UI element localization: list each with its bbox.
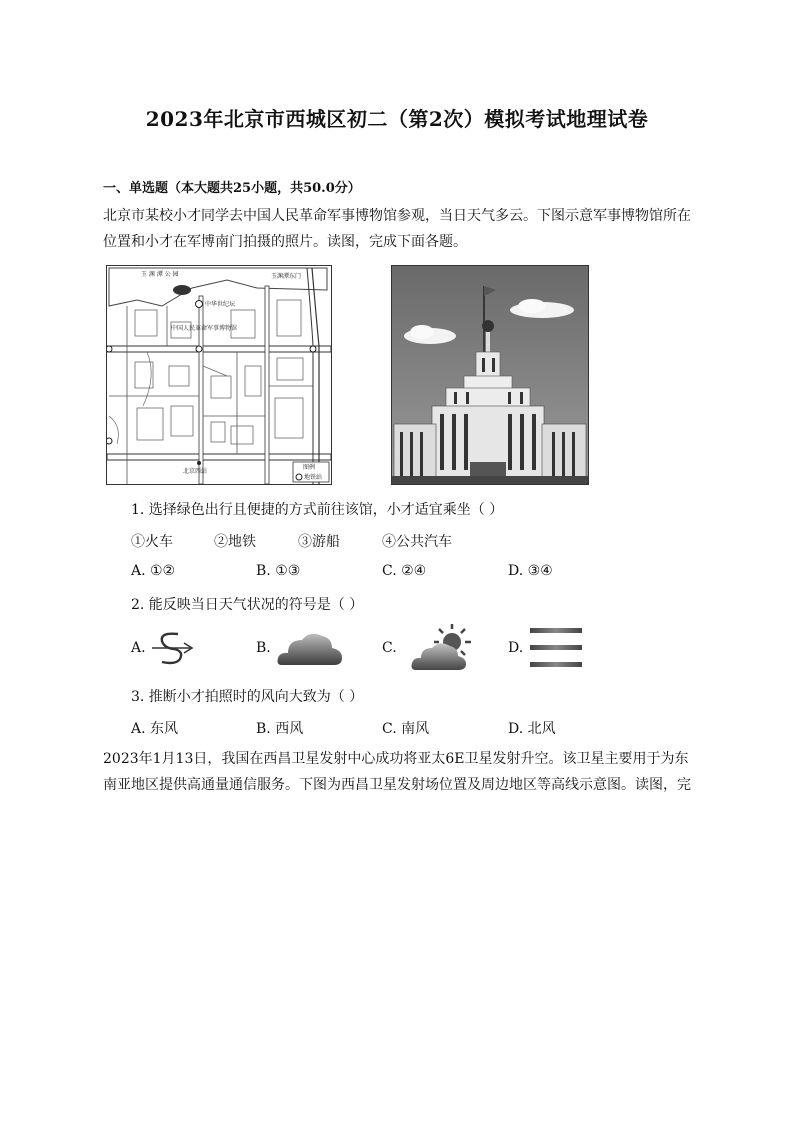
museum-photo-graphic — [392, 266, 588, 484]
map-label-station: 北京西站 — [183, 468, 208, 475]
museum-location-map — [106, 265, 332, 485]
q2-option-c-label[interactable]: C. — [382, 640, 397, 656]
question-1-stem: 1. 选择绿色出行且便捷的方式前往该馆，小才适宜乘坐（ ） — [131, 502, 504, 518]
partly-cloudy-icon — [410, 622, 476, 672]
sandstorm-icon — [150, 630, 196, 666]
q3-option-a[interactable]: A. 东风 — [131, 721, 179, 737]
intro-paragraph-1 — [103, 203, 693, 255]
q1-item-2: ②地铁 — [214, 534, 256, 550]
q2-option-b-label[interactable]: B. — [256, 640, 271, 656]
q2-option-a-label[interactable]: A. — [131, 640, 146, 656]
map-graphic — [107, 266, 331, 484]
fog-icon — [528, 626, 584, 668]
q2-option-d-label[interactable]: D. — [508, 640, 524, 656]
q1-option-d[interactable]: D. ③④ — [508, 563, 553, 579]
intro-line: 2023年1月13日，我国在西昌卫星发射中心成功将亚太6E卫星发射升空。该卫星主要用于为东 — [103, 751, 689, 767]
q1-option-a[interactable]: A. ①② — [131, 563, 176, 579]
q1-item-4: ④公共汽车 — [382, 534, 452, 550]
question-2-stem: 2. 能反映当日天气状况的符号是（ ） — [131, 597, 364, 613]
map-legend-title: 图例 — [303, 464, 316, 471]
q3-option-c[interactable]: C. 南风 — [382, 721, 430, 737]
map-label-museum: 中国人民革命军事博物馆 — [171, 325, 238, 332]
q1-item-3: ③游船 — [298, 534, 340, 550]
intro-line: 南亚地区提供高通量通信服务。下图为西昌卫星发射场位置及周边地区等高线示意图。读图，完 — [103, 777, 691, 793]
q1-option-b[interactable]: B. ①③ — [256, 563, 301, 579]
intro-paragraph-2 — [103, 746, 693, 798]
museum-photo — [391, 265, 589, 485]
question-3-stem: 3. 推断小才拍照时的风向大致为（ ） — [131, 689, 364, 705]
section-heading: 一、单选题（本大题共25小题，共50.0分） — [103, 181, 361, 196]
map-label-park: 玉 渊 潭 公 园 — [141, 271, 179, 278]
q3-option-b[interactable]: B. 西风 — [256, 721, 304, 737]
map-label-millennium: 中华世纪坛 — [205, 301, 236, 308]
intro-line: 位置和小才在军博南门拍摄的照片。读图，完成下面各题。 — [103, 234, 467, 250]
q1-item-1: ①火车 — [131, 534, 173, 550]
q1-option-c[interactable]: C. ②④ — [382, 563, 427, 579]
page-title: 2023年北京市西城区初二（第2次）模拟考试地理试卷 — [145, 107, 649, 131]
cloudy-icon — [276, 628, 344, 668]
intro-line: 北京市某校小才同学去中国人民革命军事博物馆参观，当日天气多云。下图示意军事博物馆所在 — [103, 208, 691, 224]
map-label-east-gate: 玉渊潭东门 — [271, 273, 302, 280]
q3-option-d[interactable]: D. 北风 — [508, 721, 556, 737]
map-legend-item: 地铁站 — [304, 474, 323, 481]
